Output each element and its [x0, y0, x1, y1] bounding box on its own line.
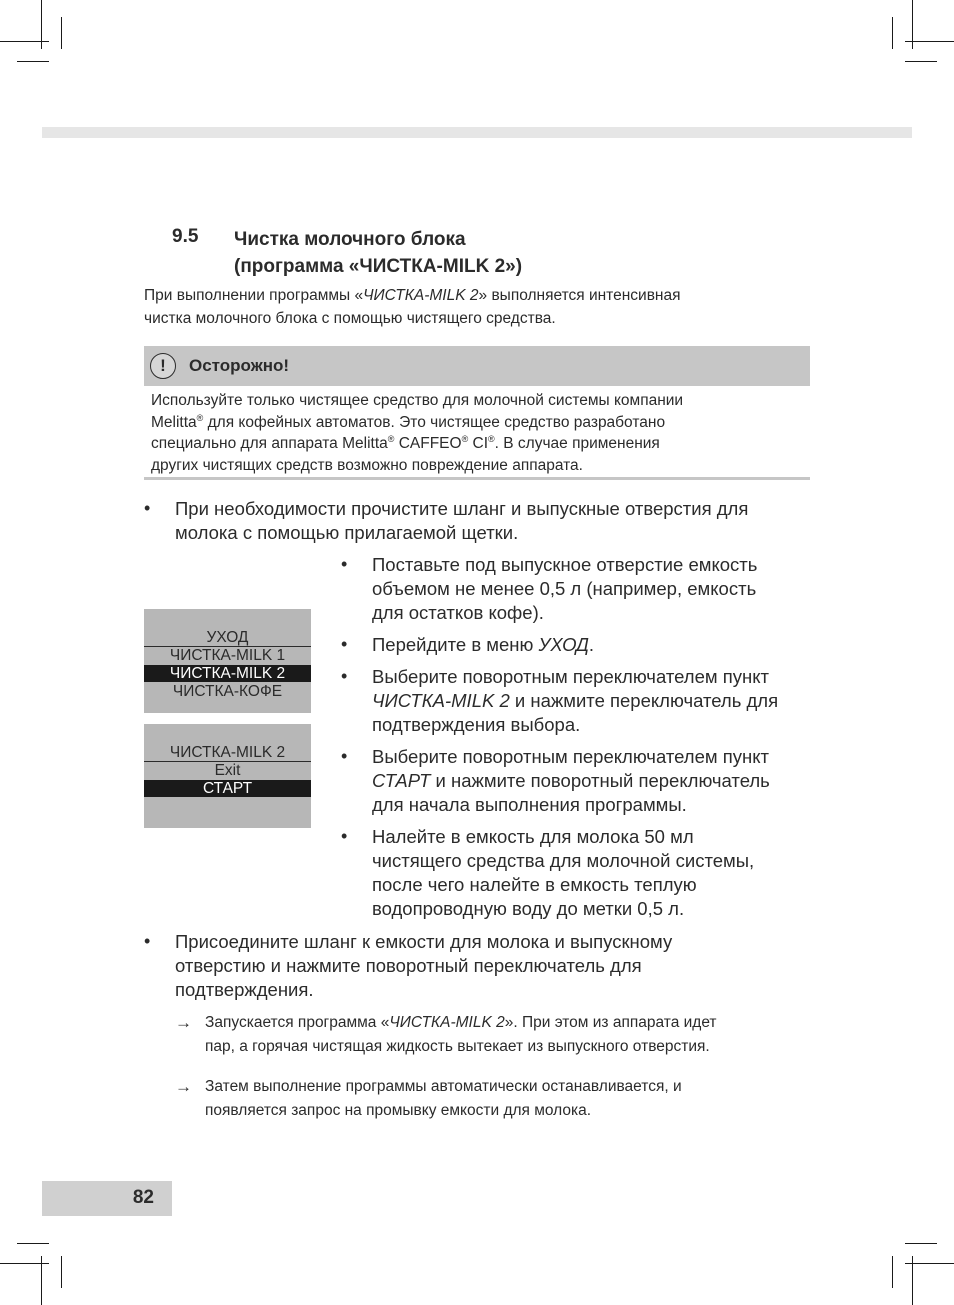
intro-text: чистка молочного блока с помощью чистящего средства.: [144, 310, 556, 327]
arrow-right-icon: →: [175, 1013, 192, 1032]
page-number: 82: [132, 1187, 154, 1208]
warning-line: Используйте только чистящее средство для молочной системы компании: [151, 392, 684, 409]
menu-name: УХОД: [538, 634, 589, 655]
list-item: Перейдите в меню УХОД.: [372, 634, 594, 655]
registered-mark: ®: [196, 412, 204, 423]
warning-text: [151, 390, 806, 476]
display-row-selected: СТАРТ: [144, 780, 311, 797]
list-item: Присоедините шланг к емкости для молока и выпускному отверстию и нажмите поворотный переключатель для подтверждения.: [175, 931, 673, 1000]
intro-text: При выполнении программы «: [144, 287, 364, 304]
display-row: УХОД: [144, 629, 311, 647]
page-number-box: [42, 1181, 172, 1216]
display-row: ЧИСТКА-MILK 2: [144, 744, 311, 762]
display-row: ЧИСТКА-КОФЕ: [172, 683, 283, 700]
result-item: Запускается программа «ЧИСТКА-MILK 2». При этом из аппарата идет пар, а горячая чистящая жидкость вытекает из выпускного отверстия.: [205, 1014, 717, 1055]
display-row: ЧИСТКА-MILK 1: [169, 647, 286, 664]
list-item: При необходимости прочистите шланг и выпускные отверстия для молока с помощью прилагаемой щетки.: [175, 498, 749, 543]
bullet-icon: •: [341, 826, 348, 846]
list-item: Выберите поворотным переключателем пункт СТАРТ и нажмите поворотный переключатель для начала выполнения программы.: [372, 746, 770, 815]
warning-divider: [144, 477, 810, 480]
list-item: Поставьте под выпускное отверстие емкость объемом не менее 0,5 л (например, емкость для остатков кофе).: [372, 554, 758, 623]
bullet-icon: •: [341, 746, 348, 766]
intro-program-name: ЧИСТКА-MILK 2: [363, 287, 479, 304]
program-name: ЧИСТКА-MILK 2: [389, 1014, 505, 1031]
header-band: [42, 127, 912, 138]
program-name: ЧИСТКА-MILK 2: [372, 690, 510, 711]
display-menu-milk2: [144, 724, 311, 828]
warning-title: Осторожно!: [189, 356, 290, 375]
section-number: 9.5: [172, 226, 199, 247]
registered-mark: ®: [461, 434, 469, 444]
list-item: Налейте в емкость для молока 50 мл чистящего средства для молочной системы, после чего налейте в емкость теплую водопроводную воду до метки 0,5 л.: [372, 826, 755, 919]
arrow-right-icon: →: [175, 1077, 192, 1096]
list-item: Выберите поворотным переключателем пункт ЧИСТКА-MILK 2 и нажмите переключатель для подтверждения выбора.: [372, 666, 779, 735]
bullet-icon: •: [144, 931, 151, 951]
warning-line: других чистящих средств возможно повреждение аппарата.: [151, 456, 583, 474]
bullet-icon: •: [341, 554, 348, 574]
section-title: [234, 226, 522, 280]
section-title-line: (программа «ЧИСТКА-MILK 2»): [234, 256, 523, 277]
registered-mark: ®: [387, 434, 395, 444]
bullet-icon: •: [341, 634, 348, 654]
warning-line: специально для аппарата Melitta® CAFFEO® CI®. В случае применения: [151, 434, 660, 452]
exclamation-icon: !: [150, 353, 176, 379]
section-title-line: Чистка молочного блока: [234, 229, 466, 250]
intro-text: » выполняется интенсивная: [478, 287, 681, 304]
intro-paragraph: [144, 284, 804, 330]
display-row-selected: ЧИСТКА-MILK 2: [144, 665, 311, 682]
bullet-icon: •: [144, 498, 151, 518]
result-item: Затем выполнение программы автоматически останавливается, и появляется запрос на промывку емкости для молока.: [205, 1078, 682, 1119]
warning-line: Melitta® для кофейных автоматов. Это чистящее средство разработано: [151, 412, 666, 431]
display-row: Exit: [214, 762, 241, 779]
menu-item-name: СТАРТ: [372, 770, 431, 791]
warning-header: [144, 346, 810, 386]
bullet-icon: •: [341, 666, 348, 686]
display-menu-care: [144, 609, 311, 713]
registered-mark: ®: [488, 434, 495, 444]
